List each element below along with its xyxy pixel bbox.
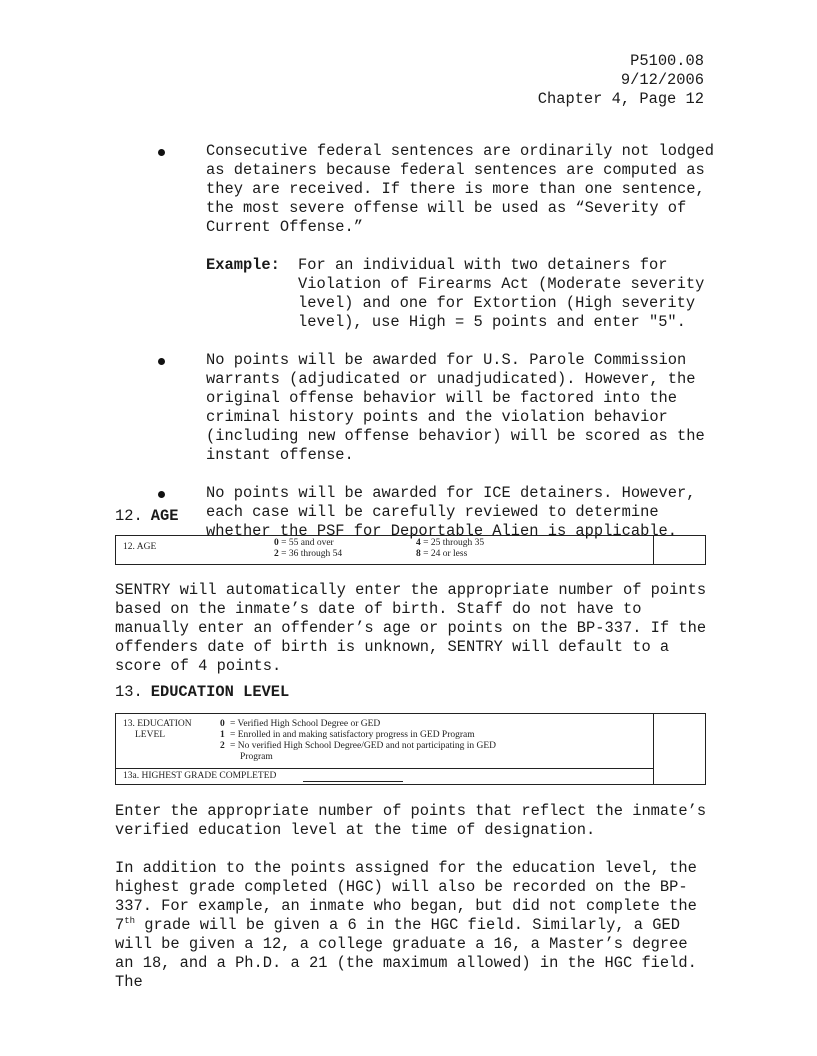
- bullet-icon: [158, 149, 165, 156]
- section-heading-education: [115, 683, 289, 702]
- bullet-item: [158, 484, 718, 541]
- doc-number: P5100.08: [630, 52, 704, 70]
- education-option: [220, 730, 640, 741]
- bullet-text: No points will be awarded for ICE detainers. However, each case will be carefully reviewed to determine whether the PSF for Deportable Alien is applicable.: [206, 484, 696, 540]
- education-option: [220, 719, 640, 730]
- page-header: [538, 52, 704, 109]
- bullet-list: [158, 142, 718, 560]
- option-key: 4: [416, 538, 421, 548]
- option-text-continued: Program: [240, 752, 273, 762]
- bullet-icon: [158, 491, 165, 498]
- age-score-field[interactable]: [653, 536, 705, 564]
- education-form-box: [115, 713, 706, 785]
- option-text: = 24 or less: [423, 549, 468, 559]
- age-form-label: 12. AGE: [123, 542, 157, 552]
- education-paragraph-1: Enter the appropriate number of points that reflect the inmate’s verified education level at the time of designation.: [115, 802, 707, 839]
- paragraph-text: grade will be given a 6 in the HGC field. Similarly, a GED will be given a 12, a college graduate a 16, a Master’s degree an 18, and a Ph.D. a 21 (the maximum allowed) in the HGC field. The: [115, 916, 697, 991]
- option-text: = No verified High School Degree/GED and not participating in GED: [230, 741, 497, 751]
- hgc-label: 13a. HIGHEST GRADE COMPLETED: [123, 771, 277, 781]
- example-block: [206, 256, 718, 332]
- bullet-item: [158, 142, 718, 332]
- age-paragraph: SENTRY will automatically enter the appropriate number of points based on the inmate’s date of birth. Staff do not have to manually enter an offender’s age or points on the BP-337. If the offenders date of birth is unknown, SENTRY will default to a score of 4 points.: [115, 581, 707, 675]
- option-key: 2: [220, 741, 225, 751]
- age-options-col-2: [416, 538, 484, 560]
- section-title: AGE: [150, 507, 179, 525]
- section-heading-age: [115, 507, 178, 526]
- bullet-icon: [158, 358, 165, 365]
- label-line: 13. EDUCATION: [123, 719, 192, 729]
- option-text: = Enrolled in and making satisfactory progress in GED Program: [230, 730, 475, 740]
- form-divider: [116, 768, 654, 769]
- option-text: = 36 through 54: [281, 549, 343, 559]
- section-title: EDUCATION LEVEL: [150, 683, 290, 701]
- section-number: 13.: [115, 683, 143, 701]
- example-text: For an individual with two detainers for Violation of Firearms Act (Moderate severity level) and one for Extortion (High severity level), use High = 5 points and enter "5".: [298, 256, 705, 331]
- bullet-text: Consecutive federal sentences are ordinarily not lodged as detainers because federal sentences are computed as they are received. If there is more than one sentence, the most severe offense will be used as “Severity of Current Offense.”: [206, 142, 714, 236]
- section-number: 12.: [115, 507, 143, 525]
- chapter-page: Chapter 4, Page 12: [537, 90, 704, 108]
- ordinal-suffix: th: [124, 915, 136, 926]
- option-text: = 55 and over: [281, 538, 334, 548]
- example-label: Example:: [206, 256, 280, 274]
- option-key: 0: [220, 719, 225, 729]
- paragraph-text: In addition to the points assigned for the education level, the highest grade completed (HGC) will also be recorded on the BP-337. For example, an inmate who began, but did not complete the 7: [115, 859, 697, 934]
- option-text: = 25 through 35: [423, 538, 485, 548]
- option-key: 8: [416, 549, 421, 559]
- education-score-field[interactable]: [653, 714, 705, 784]
- bullet-text: No points will be awarded for U.S. Parole Commission warrants (adjudicated or unadjudicated). However, the original offense behavior will be factored into the criminal history points and the violation behavior (including new offense behavior) will be scored as the instant offense.: [206, 351, 705, 464]
- label-line: LEVEL: [135, 730, 166, 740]
- option-key: 2: [274, 549, 279, 559]
- education-paragraph-2: [115, 859, 715, 992]
- hgc-input-line[interactable]: [303, 781, 403, 782]
- option-text: = Verified High School Degree or GED: [230, 719, 381, 729]
- doc-date: 9/12/2006: [620, 71, 704, 89]
- age-options-col-1: [274, 538, 342, 560]
- education-option: [220, 741, 640, 752]
- bullet-item: [158, 351, 718, 465]
- option-key: 1: [220, 730, 225, 740]
- education-form-label: [123, 719, 192, 741]
- age-form-box: [115, 535, 706, 565]
- education-options: [220, 719, 640, 763]
- option-key: 0: [274, 538, 279, 548]
